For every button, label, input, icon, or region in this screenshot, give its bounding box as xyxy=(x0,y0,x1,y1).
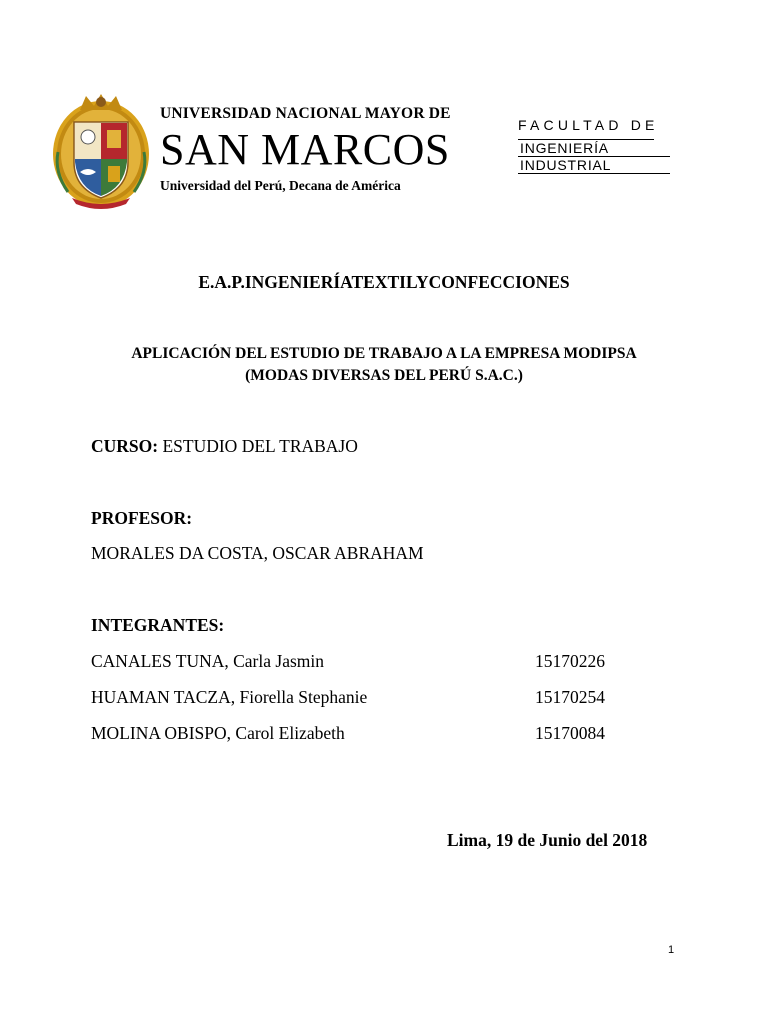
document-title-line-2: (MODAS DIVERSAS DEL PERÚ S.A.C.) xyxy=(245,367,523,384)
faculty-line-2: INDUSTRIAL xyxy=(518,156,670,174)
member-name: MOLINA OBISPO, Carol Elizabeth xyxy=(91,723,345,743)
member-code: 15170084 xyxy=(535,723,605,743)
member-name: CANALES TUNA, Carla Jasmin xyxy=(91,651,324,671)
university-top-line: UNIVERSIDAD NACIONAL MAYOR DE xyxy=(160,105,451,122)
course-value: ESTUDIO DEL TRABAJO xyxy=(158,436,358,456)
school-name: E.A.P.INGENIERÍATEXTILYCONFECCIONES xyxy=(198,272,570,292)
university-name: SAN MARCOS xyxy=(160,125,450,174)
members-label: INTEGRANTES: xyxy=(91,615,225,635)
page-number: 1 xyxy=(668,944,675,956)
university-header xyxy=(160,104,480,194)
university-seal-logo xyxy=(50,92,152,210)
professor-label: PROFESOR: xyxy=(91,508,193,528)
faculty-top-line: FACULTAD DE xyxy=(518,117,659,133)
document-date: Lima, 19 de Junio del 2018 xyxy=(447,830,648,850)
course-label: CURSO: xyxy=(91,436,159,456)
member-code: 15170226 xyxy=(535,651,605,671)
faculty-wordmark xyxy=(518,139,670,179)
member-code: 15170254 xyxy=(535,687,605,707)
faculty-line-1: INGENIERÍA xyxy=(518,139,654,156)
member-name: HUAMAN TACZA, Fiorella Stephanie xyxy=(91,687,368,707)
university-subtitle: Universidad del Perú, Decana de América xyxy=(160,178,401,193)
course-line xyxy=(91,436,358,457)
professor-name: MORALES DA COSTA, OSCAR ABRAHAM xyxy=(91,543,424,563)
document-title-line-1: APLICACIÓN DEL ESTUDIO DE TRABAJO A LA EMPRESA MODIPSA xyxy=(131,345,637,362)
faculty-logo xyxy=(518,116,673,179)
